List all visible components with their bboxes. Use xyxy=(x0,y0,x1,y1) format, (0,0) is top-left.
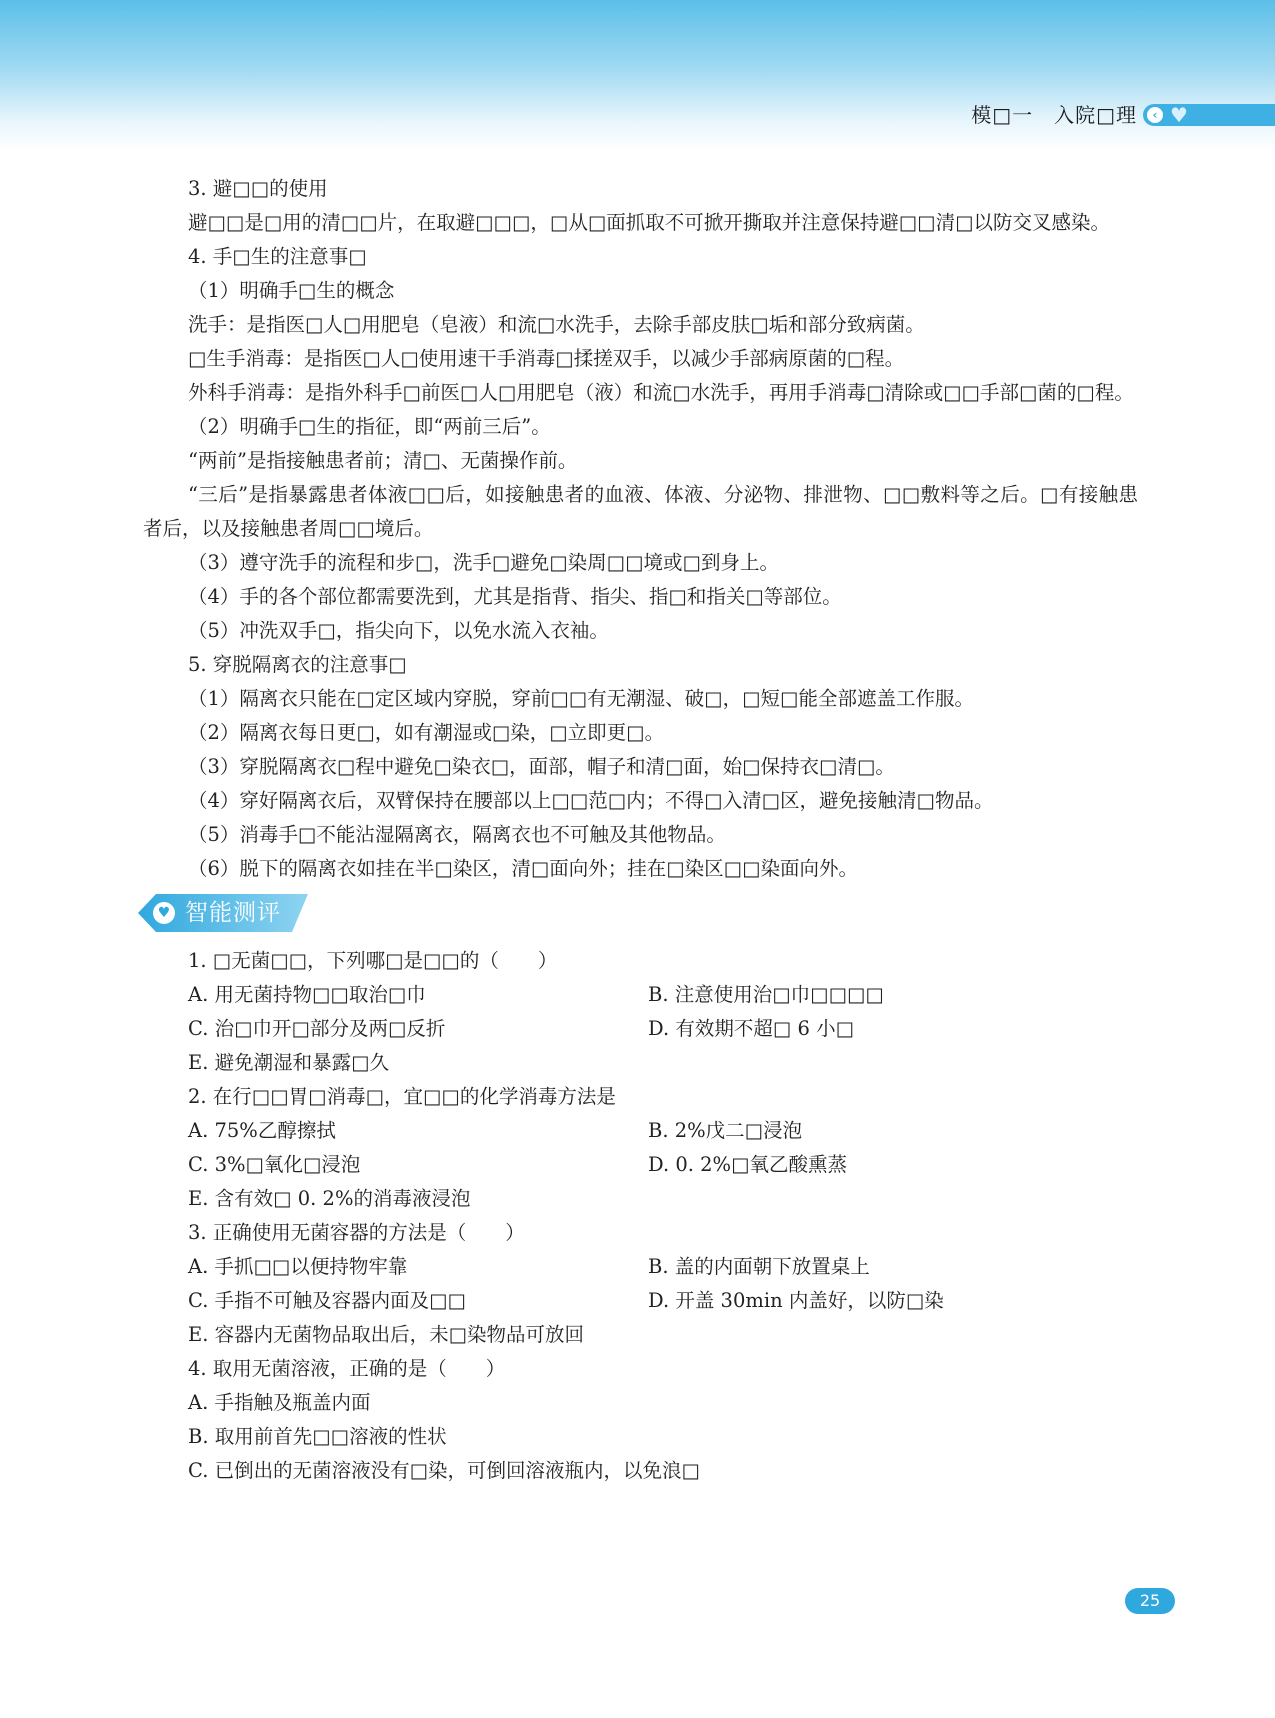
paragraph: 洗手：是指医□人□用肥皂（皂液）和流□水洗手，去除手部皮肤□垢和部分致病菌。 xyxy=(188,313,925,336)
paragraph: （4）穿好隔离衣后，双臂保持在腰部以上□□范□内；不得□入清□区，避免接触清□物品。 xyxy=(188,789,994,812)
heart-icon: ♥ xyxy=(1170,103,1188,127)
option-row xyxy=(143,1250,1138,1284)
option-row xyxy=(143,1114,1138,1148)
option-row xyxy=(143,1148,1138,1182)
option-a: A. 用无菌持物□□取治□巾 xyxy=(188,983,426,1006)
paragraph: 5. 穿脱隔离衣的注意事□ xyxy=(188,653,407,676)
paragraph: “三后”是指暴露患者体液□□后，如接触患者的血液、体液、分泌物、排泄物、□□敷料等之后。□有接触患者后，以及接触患者周□□境后。 xyxy=(143,483,1138,540)
paragraph: （2）明确手□生的指征，即“两前三后”。 xyxy=(188,415,551,438)
paragraph: （6）脱下的隔离衣如挂在半□染区，清□面向外；挂在□染区□□染面向外。 xyxy=(188,857,859,880)
option-row xyxy=(143,978,1138,1012)
question-stem: 2. 在行□□胃□消毒□，宜□□的化学消毒方法是 xyxy=(188,1085,616,1108)
option-e: E. 容器内无菌物品取出后，未□染物品可放回 xyxy=(188,1323,585,1346)
paragraph: 外科手消毒：是指外科手□前医□人□用肥皂（液）和流□水洗手，再用手消毒□清除或□□手部□菌的□程。 xyxy=(188,381,1134,404)
paragraph: “两前”是指接触患者前；清□、无菌操作前。 xyxy=(188,449,578,472)
option-d: D. 开盖 30min 内盖好，以防□染 xyxy=(648,1289,944,1312)
paragraph: □生手消毒：是指医□人□使用速干手消毒□揉搓双手，以减少手部病原菌的□程。 xyxy=(188,347,905,370)
paragraph: （5）冲洗双手□，指尖向下，以免水流入衣袖。 xyxy=(188,619,609,642)
paragraph: （5）消毒手□不能沾湿隔离衣，隔离衣也不可触及其他物品。 xyxy=(188,823,726,846)
paragraph: 避□□是□用的清□□片，在取避□□□，□从□面抓取不可掀开撕取并注意保持避□□清□以防交叉感染。 xyxy=(188,211,1111,234)
paragraph: （1）明确手□生的概念 xyxy=(188,279,395,302)
chapter-title: 模□一 入院□理 xyxy=(971,103,1137,127)
option-e: E. 避免潮湿和暴露□久 xyxy=(188,1051,390,1074)
paragraph: （3）遵守洗手的流程和步□，洗手□避免□染周□□境或□到身上。 xyxy=(188,551,779,574)
option-c: C. 手指不可触及容器内面及□□ xyxy=(188,1289,466,1312)
section-header xyxy=(143,894,1138,932)
option-row xyxy=(143,1284,1138,1318)
option-a: A. 75%乙醇擦拭 xyxy=(188,1119,336,1142)
paragraph: （3）穿脱隔离衣□程中避免□染衣□，面部，帽子和清□面，始□保持衣□清□。 xyxy=(188,755,895,778)
paragraph: （4）手的各个部位都需要洗到，尤其是指背、指尖、指□和指关□等部位。 xyxy=(188,585,842,608)
page-body xyxy=(143,172,1138,1488)
heart-pulse-icon: ♥ xyxy=(153,902,175,924)
section-title: 智能测评 xyxy=(185,900,281,926)
option-b: B. 取用前首先□□溶液的性状 xyxy=(188,1425,447,1448)
quiz xyxy=(143,944,1138,1488)
option-d: D. 0. 2%□氧乙酸熏蒸 xyxy=(648,1153,847,1176)
option-row xyxy=(143,1012,1138,1046)
option-a: A. 手抓□□以便持物牢靠 xyxy=(188,1255,408,1278)
option-b: B. 2%戊二□浸泡 xyxy=(648,1119,803,1142)
paragraph: 4. 手□生的注意事□ xyxy=(188,245,367,268)
page-header xyxy=(0,100,1275,130)
option-b: B. 盖的内面朝下放置桌上 xyxy=(648,1255,870,1278)
page-number: 25 xyxy=(1125,1588,1175,1614)
option-b: B. 注意使用治□巾□□□□ xyxy=(648,983,884,1006)
paragraph: 3. 避□□的使用 xyxy=(188,177,328,200)
option-c: C. 已倒出的无菌溶液没有□染，可倒回溶液瓶内，以免浪□ xyxy=(188,1459,700,1482)
paragraph: （2）隔离衣每日更□，如有潮湿或□染，□立即更□。 xyxy=(188,721,665,744)
question-stem: 1. □无菌□□，下列哪□是□□的（ ） xyxy=(188,949,558,972)
option-d: D. 有效期不超□ 6 小□ xyxy=(648,1017,854,1040)
arrow-left-icon: ‹ xyxy=(1147,107,1163,123)
option-c: C. 治□巾开□部分及两□反折 xyxy=(188,1017,446,1040)
option-c: C. 3%□氧化□浸泡 xyxy=(188,1153,361,1176)
question-stem: 4. 取用无菌溶液，正确的是（ ） xyxy=(188,1357,506,1380)
option-e: E. 含有效□ 0. 2%的消毒液浸泡 xyxy=(188,1187,471,1210)
paragraph: （1）隔离衣只能在□定区域内穿脱，穿前□□有无潮湿、破□，□短□能全部遮盖工作服。 xyxy=(188,687,974,710)
question-stem: 3. 正确使用无菌容器的方法是（ ） xyxy=(188,1221,525,1244)
option-a: A. 手指触及瓶盖内面 xyxy=(188,1391,371,1414)
